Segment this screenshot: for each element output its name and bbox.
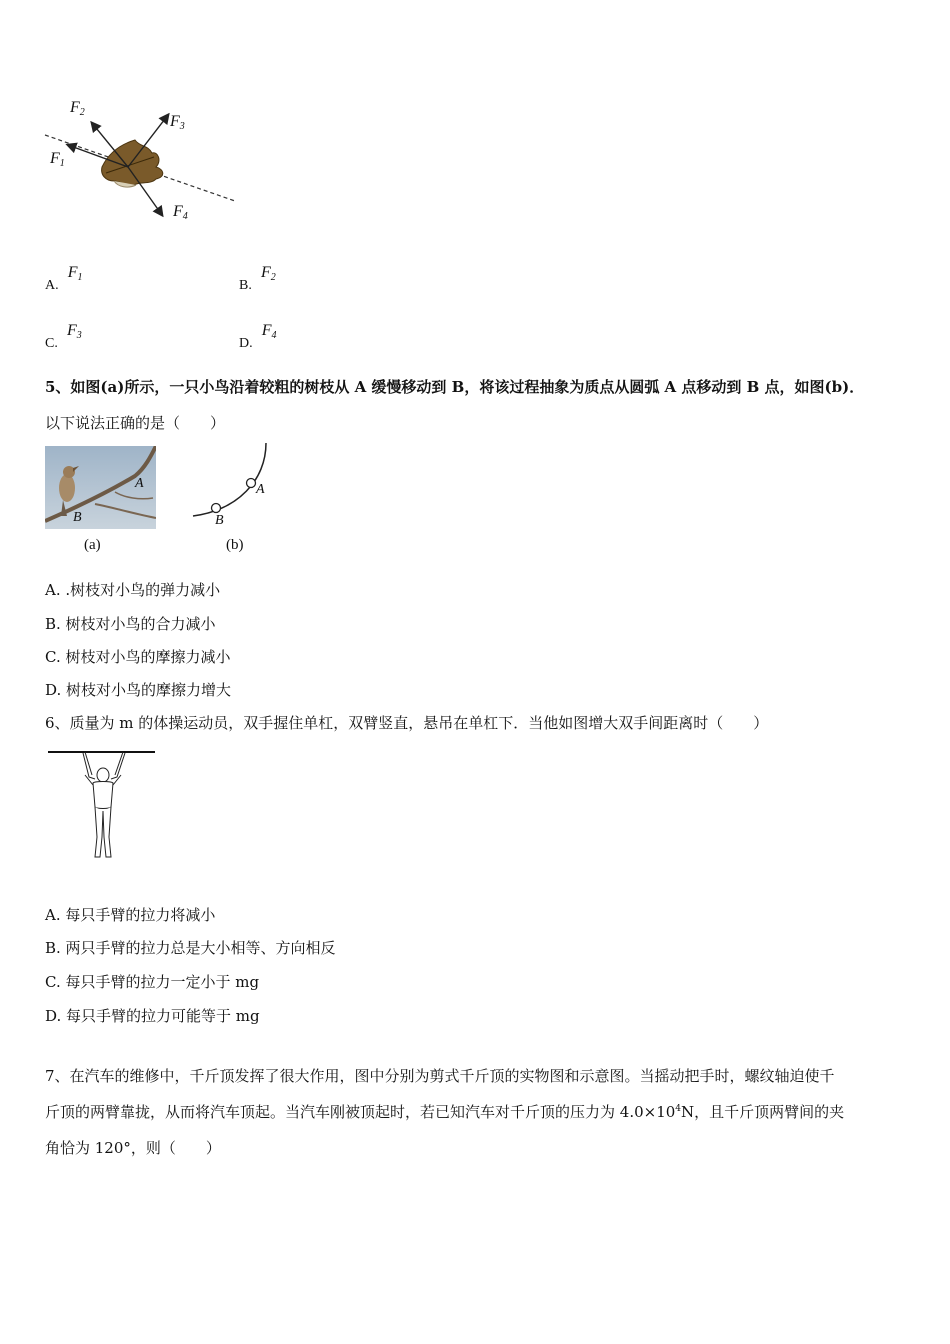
- q6-gymnast-figure: [45, 745, 157, 865]
- q5-stem-line2: 以下说法正确的是（ ）: [45, 414, 226, 432]
- q5-figure-b-caption: (b): [226, 537, 244, 553]
- fig-a-label-a: A: [135, 476, 144, 491]
- q4-option-c[interactable]: C. F3: [45, 322, 82, 351]
- q4-option-b-value: F2: [260, 264, 276, 283]
- q7-line3: 角恰为 120°，则（ ）: [45, 1139, 221, 1157]
- q5-option-d[interactable]: D. 树枝对小鸟的摩擦力增大: [45, 681, 232, 699]
- q4-option-c-value: F3: [66, 322, 82, 341]
- q6-option-a[interactable]: A. 每只手臂的拉力将减小: [45, 906, 216, 924]
- q6-stem: 6、质量为 m 的体操运动员，双手握住单杠，双臂竖直，悬吊在单杠下．当他如图增大双手间距离时（ ）: [45, 714, 769, 732]
- q4-option-d-value: F4: [261, 322, 277, 341]
- q5-option-c[interactable]: C. 树枝对小鸟的摩擦力减小: [45, 648, 231, 666]
- gymnast-icon: [45, 745, 157, 865]
- q4-option-a-value: F1: [67, 264, 83, 283]
- q5-option-a[interactable]: A. .树枝对小鸟的弹力减小: [45, 581, 221, 599]
- label-f3: F3: [170, 113, 185, 132]
- fig-b-label-a: A: [256, 482, 265, 497]
- label-f2: F2: [70, 99, 85, 118]
- q5-option-b[interactable]: B. 树枝对小鸟的合力减小: [45, 615, 216, 633]
- q7-stem: [45, 1058, 910, 1166]
- circular-arc: [193, 443, 266, 516]
- q7-line1: 7、在汽车的维修中，千斤顶发挥了很大作用，图中分别为剪式千斤顶的实物图和示意图。当摇动把手时，螺纹轴迫使千: [45, 1067, 835, 1085]
- q4-option-b[interactable]: B. F2: [239, 264, 276, 293]
- q7-line2: 斤顶的两臂靠拢，从而将汽车顶起。当汽车刚被顶起时，若已知汽车对千斤顶的压力为 $4.0\times 10^4N$，且千斤顶两臂间的夹: [45, 1103, 845, 1121]
- q4-force-figure: [40, 95, 240, 235]
- point-b-circle: [212, 504, 221, 513]
- q4-option-d[interactable]: D. F4: [239, 322, 277, 351]
- fig-b-label-b: B: [215, 513, 224, 528]
- fig-a-label-b: B: [73, 510, 82, 525]
- q6-option-d[interactable]: D. 每只手臂的拉力可能等于 mg: [45, 1007, 260, 1025]
- label-f1: F1: [50, 150, 65, 169]
- q5-stem-line1: 5、如图(a)所示，一只小鸟沿着较粗的树枝从 A 缓慢移动到 B，将该过程抽象为质点从圆弧 A 点移动到 B 点，如图(b)．: [45, 378, 865, 396]
- point-a-circle: [247, 479, 256, 488]
- q4-option-a[interactable]: A. F1: [45, 264, 83, 293]
- label-f4: F4: [173, 203, 188, 222]
- q5-figure-a-photo: [45, 446, 156, 529]
- q5-figure-a-caption: (a): [84, 537, 101, 553]
- q5-figure-b-diagram: [188, 440, 273, 535]
- q6-option-b[interactable]: B. 两只手臂的拉力总是大小相等、方向相反: [45, 939, 336, 957]
- q6-option-c[interactable]: C. 每只手臂的拉力一定小于 mg: [45, 973, 260, 991]
